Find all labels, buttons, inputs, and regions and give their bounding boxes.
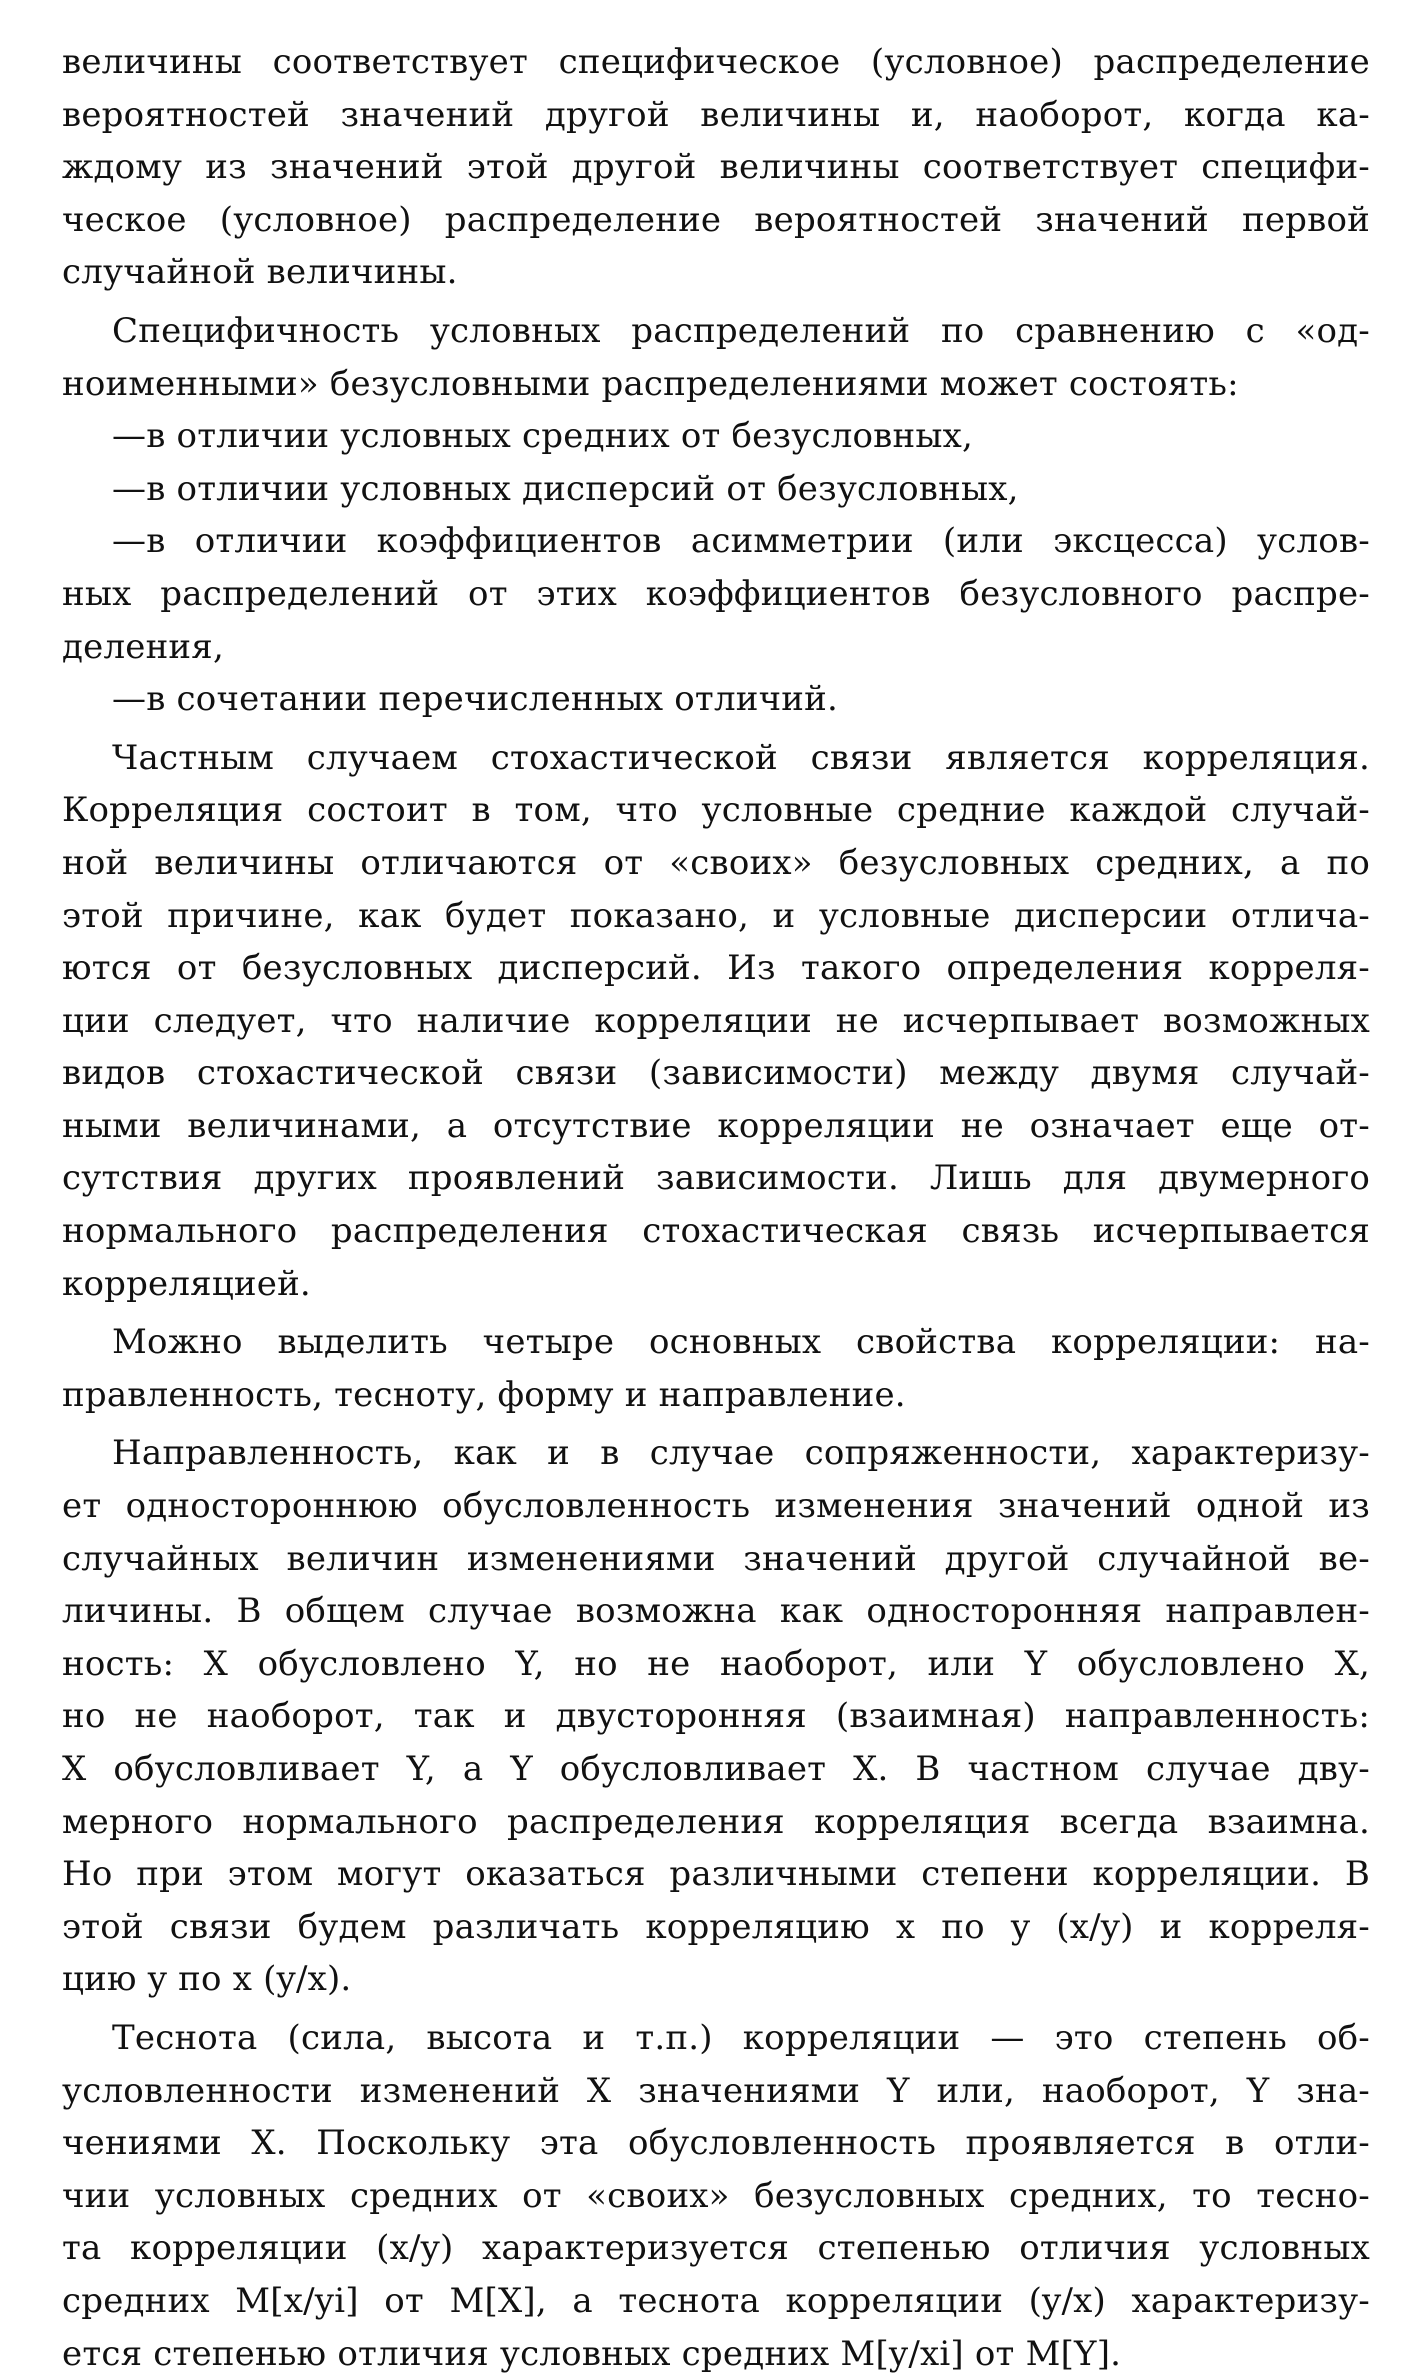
text-line: корреляцией. [62, 1263, 311, 1304]
text-line: мерного нормального распределения корреляция всегда взаимна. [62, 1801, 1370, 1842]
text-line: ждому из значений этой другой величины соответствует специфи- [62, 147, 1370, 188]
text-line: ноименными» безусловными распределениями может состоять: [62, 363, 1239, 404]
paragraph-6 [62, 2012, 1370, 2380]
text-line: Но при этом могут оказаться различными степени корреляции. В [62, 1854, 1370, 1895]
text-line: сутствия других проявлений зависимости. Лишь для двумерного [62, 1158, 1370, 1199]
document-page [62, 36, 1370, 2380]
text-line: правленность, тесноту, форму и направление. [62, 1374, 906, 1415]
text-line: вероятностей значений другой величины и, наоборот, когда ка- [62, 94, 1370, 135]
text-line: нормального распределения стохастическая связь исчерпывается [62, 1211, 1370, 1252]
text-line: Корреляция состоит в том, что условные средние каждой случай- [62, 790, 1370, 831]
text-line: ными величинами, а отсутствие корреляции не означает еще от- [62, 1105, 1370, 1146]
text-line: Частным случаем стохастической связи является корреляция. [112, 737, 1370, 778]
text-line: Направленность, как и в случае сопряженности, характеризу- [112, 1433, 1370, 1474]
text-line: чии условных средних от «своих» безусловных средних, то тесно- [62, 2175, 1370, 2216]
text-line: случайных величин изменениями значений другой случайной ве- [62, 1538, 1370, 1579]
text-line: случайной величины. [62, 252, 458, 293]
text-line: чениями X. Поскольку эта обусловленность проявляется в отли- [62, 2123, 1370, 2164]
text-line: ются от безусловных дисперсий. Из такого определения корреля- [62, 948, 1370, 989]
text-line: ется степенью отличия условных средних M[y/xi] от M[Y]. [62, 2333, 1122, 2374]
text-line: деления, [62, 626, 224, 667]
text-line: X обусловливает Y, а Y обусловливает X. В частном случае дву- [62, 1749, 1370, 1789]
text-line: ной величины отличаются от «своих» безусловных средних, а по [62, 842, 1370, 883]
paragraph-5 [62, 1427, 1370, 2006]
text-line: ность: X обусловлено Y, но не наоборот, или Y обусловлено X, [62, 1643, 1370, 1684]
list-item: —в отличии условных дисперсий от безусловных, [112, 468, 1019, 509]
text-line: этой связи будем различать корреляцию x по y (x/y) и корреля- [62, 1906, 1370, 1947]
text-line: этой причине, как будет показано, и условные дисперсии отлича- [62, 895, 1370, 936]
text-line: цию y по x (y/x). [62, 1959, 352, 2000]
text-line: ет одностороннюю обусловленность изменения значений одной из [62, 1486, 1370, 1527]
text-line: Теснота (сила, высота и т.п.) корреляции — это степень об- [112, 2017, 1370, 2058]
list-item: —в сочетании перечисленных отличий. [112, 679, 839, 720]
text-line: средних M[x/yi] от M[X], а теснота корреляции (y/x) характеризу- [62, 2280, 1370, 2321]
list-item: —в отличии коэффициентов асимметрии (или эксцесса) услов- [112, 521, 1370, 562]
paragraph-1 [62, 36, 1370, 299]
text-line: видов стохастической связи (зависимости) между двумя случай- [62, 1053, 1370, 1094]
list-item: —в отличии условных средних от безусловных, [112, 416, 974, 457]
text-line: но не наоборот, так и двусторонняя (взаимная) направленность: [62, 1696, 1370, 1737]
text-line: ции следует, что наличие корреляции не исчерпывает возможных [62, 1000, 1370, 1041]
text-line: личины. В общем случае возможна как односторонняя направлен- [62, 1591, 1370, 1632]
text-line: ных распределений от этих коэффициентов безусловного распре- [62, 573, 1370, 614]
text-line: условленности изменений X значениями Y или, наоборот, Y зна- [62, 2070, 1370, 2111]
text-line: Можно выделить четыре основных свойства корреляции: на- [112, 1322, 1370, 1363]
text-line: ческое (условное) распределение вероятностей значений первой [62, 199, 1370, 240]
text-line: величины соответствует специфическое (условное) распределение [62, 42, 1370, 82]
paragraph-3 [62, 732, 1370, 1311]
paragraph-2 [62, 305, 1370, 726]
text-line: та корреляции (x/y) характеризуется степенью отличия условных [62, 2228, 1370, 2269]
text-line: Специфичность условных распределений по сравнению с «од- [112, 310, 1370, 351]
paragraph-4 [62, 1316, 1370, 1421]
